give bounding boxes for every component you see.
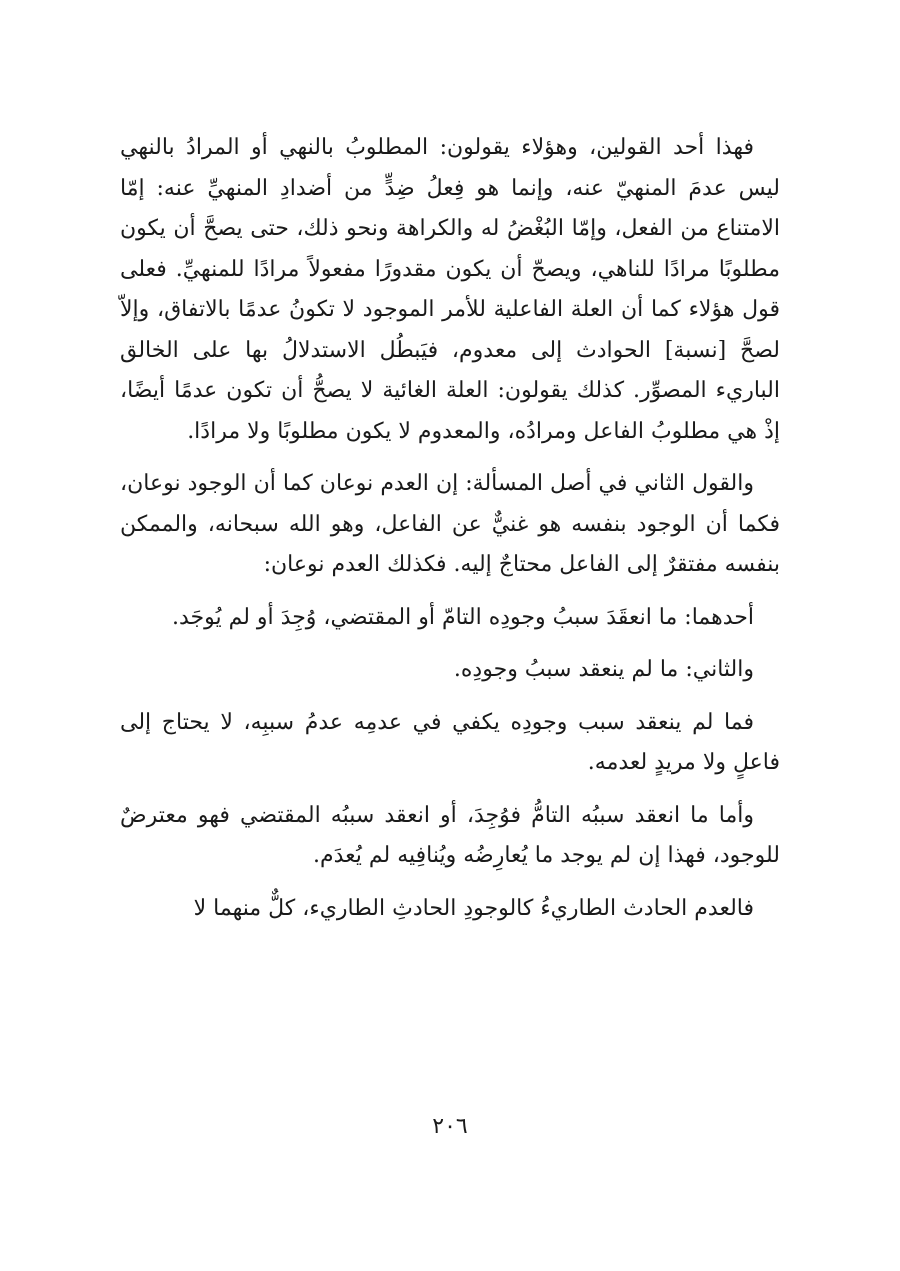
page-number: ٢٠٦ — [432, 1114, 468, 1139]
paragraph-7: فالعدم الحادث الطاريءُ كالوجودِ الحادثِ الطاريء، كلٌّ منهما لا — [193, 895, 754, 921]
paragraph-2: والقول الثاني في أصل المسألة: إن العدم نوعان كما أن الوجود نوعان، فكما أن الوجود بنفسه هو غنيٌّ عن الفاعل، وهو الله سبحانه، والممكن بنفسه مفتقرٌ إلى الفاعل محتاجٌ إليه. فكذلك العدم نوعان: — [120, 471, 780, 577]
paragraph-1: فهذا أحد القولين، وهؤلاء يقولون: المطلوبُ بالنهي أو المرادُ بالنهي ليس عدمَ المنهيّ عنه، وإنما هو فِعلُ ضِدٍّ من أضدادِ المنهيِّ عنه: إمّا الامتناع من الفعل، وإمّا البُغْضُ له والكراهة ونحو ذلك، حتى يصحَّ أن يكون مطلوبًا مرادًا للناهي، ويصحّ أن يكون مقدورًا مفعولاً مرادًا للمنهيِّ. فعلى قول هؤلاء كما أن العلة الفاعلية للأمر الموجود لا تكونُ عدمًا بالاتفاق، وإلاّ لصحَّ [نسبة] الحوادث إلى معدوم، فيَبطُل الاستدلالُ بها على الخالق الباريء المصوِّر. كذلك يقولون: العلة الغائية لا يصحُّ أن تكون عدمًا أيضًا، إذْ هي مطلوبُ الفاعل ومرادُه، والمعدوم لا يكون مطلوبًا ولا مرادًا. — [120, 135, 780, 444]
page-body — [120, 128, 780, 941]
paragraph-5: فما لم ينعقد سبب وجودِه يكفي في عدمِه عدمُ سببِه، لا يحتاج إلى فاعلٍ ولا مريدٍ لعدمه. — [120, 709, 780, 775]
paragraph-4: والثاني: ما لم ينعقد سببُ وجودِه. — [453, 657, 754, 682]
paragraph-3: أحدهما: ما انعقَدَ سببُ وجودِه التامّ أو المقتضي، وُجِدَ أو لم يُوجَد. — [171, 604, 754, 630]
paragraph-6: وأما ما انعقد سببُه التامُّ فوُجِدَ، أو انعقد سببُه المقتضي فهو معترضٌ للوجود، فهذا إن لم يوجد ما يُعارِضُه ويُنافِيه لم يُعدَم. — [120, 802, 780, 868]
